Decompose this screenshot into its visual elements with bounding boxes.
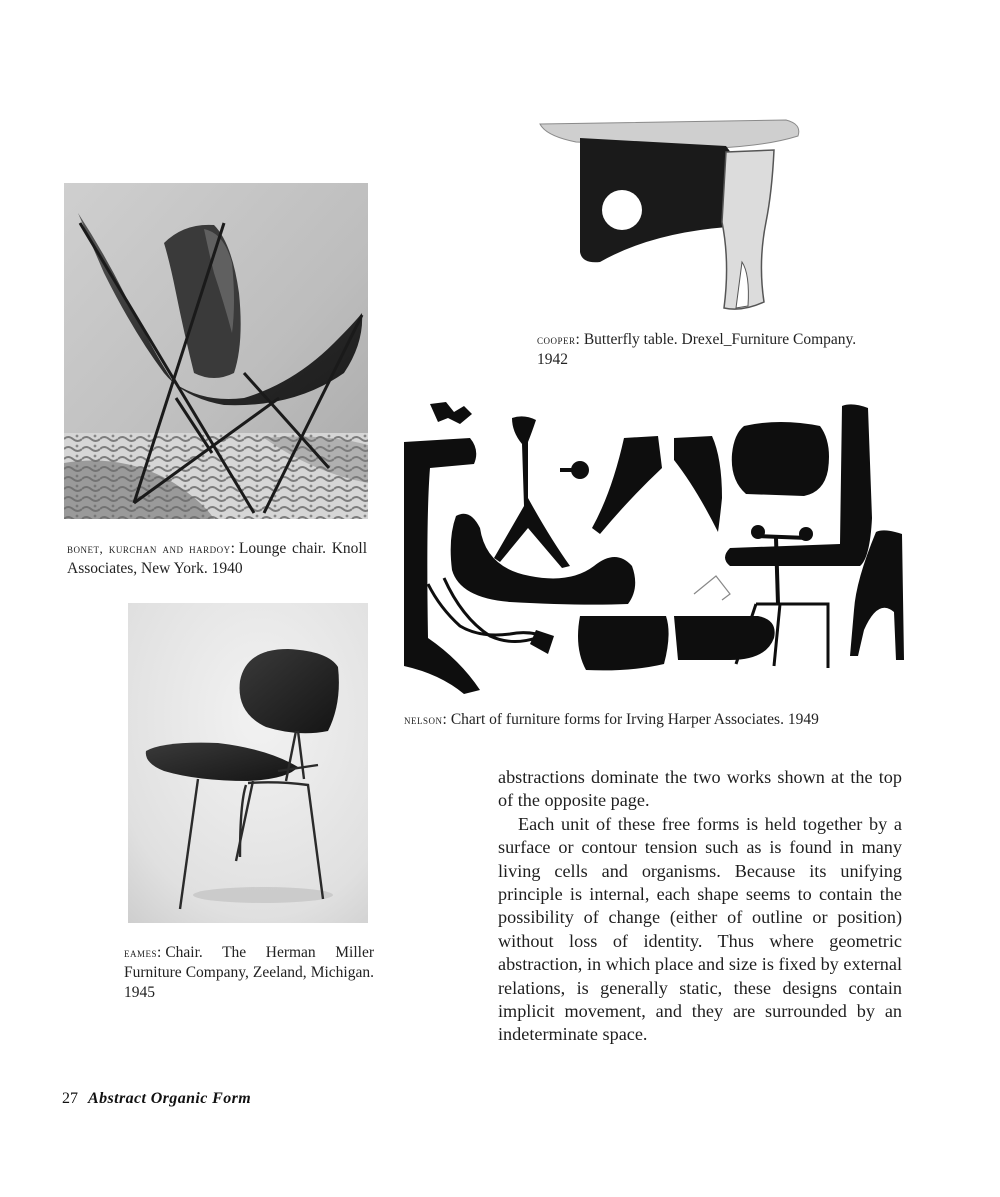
page-footer	[62, 1090, 251, 1108]
caption-description: Lounge chair. Knoll Associates, New York. 1940	[67, 540, 368, 577]
caption-description: Butterfly table. Drexel_Furniture Company. 1942	[537, 331, 857, 368]
body-paragraph-2: Each unit of these free forms is held together by a surface or contour tension such as is found in many living cells and organisms. Because its unifying principle is internal, each shape seems to contain the possibility of change (either of outline or position) without loss of identity. Thus where geometric abstraction, in which place and size is fixed by external relations, is generally static, these designs contain implicit movement, and they are surrounded by an indeterminate space.	[498, 813, 902, 1045]
caption-designer-names: eames	[124, 945, 158, 960]
butterfly-table-photo	[536, 112, 806, 317]
body-paragraph-1: abstractions dominate the two works shown at the top of the opposite page.	[498, 767, 902, 811]
caption-cooper: cooper: Butterfly table. Drexel_Furniture Company. 1942	[537, 331, 857, 368]
caption-designer-names: bonet, kurchan and hardoy	[67, 541, 231, 556]
caption-designer-names: cooper	[537, 332, 576, 347]
body-text	[498, 766, 902, 1047]
caption-nelson: nelson: Chart of furniture forms for Irving Harper Associates. 1949	[404, 711, 819, 728]
caption-eames: eames: Chair. The Herman Miller Furniture Company, Zeeland, Michigan. 1945	[124, 944, 374, 1001]
caption-designer-names: nelson	[404, 712, 443, 727]
section-title: Abstract Organic Form	[88, 1090, 252, 1107]
caption-description: Chart of furniture forms for Irving Harper Associates. 1949	[450, 711, 819, 728]
eames-chair-photo	[128, 603, 368, 923]
furniture-forms-chart	[400, 398, 908, 698]
butterfly-chair-photo	[64, 183, 368, 519]
caption-bonet: bonet, kurchan and hardoy: Lounge chair. Knoll Associates, New York. 1940	[67, 540, 368, 577]
caption-description: Chair. The Herman Miller Furniture Company, Zeeland, Michigan. 1945	[124, 944, 374, 1001]
page-number: 27	[62, 1090, 78, 1107]
